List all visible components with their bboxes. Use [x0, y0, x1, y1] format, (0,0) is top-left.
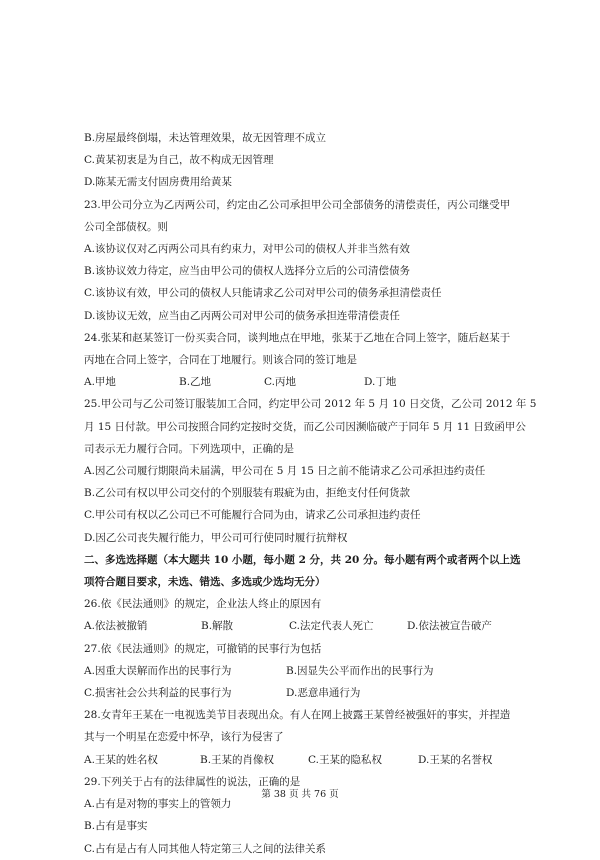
- q24-option-d: D.丁地: [364, 376, 397, 389]
- q23-stem-line-1: 23.甲公司分立为乙丙两公司，约定由乙公司承担甲公司全部债务的清偿责任，丙公司继受甲: [84, 198, 511, 211]
- q27-option-b: B.因显失公平而作出的民事行为: [286, 664, 434, 677]
- q28-option-b: B.王某的肖像权: [200, 753, 275, 766]
- q23-stem-line-2: 公司全部债权。则: [84, 220, 168, 233]
- q25-stem-line-2: 月 15 日付款。甲公司按照合同约定按时交货，而乙公司因濒临破产于同年 5 月 11 日致函甲公: [84, 420, 526, 433]
- q25-option-d: D.因乙公司丧失履行能力，甲公司可行使同时履行抗辩权: [84, 531, 348, 544]
- q22-option-d: D.陈某无需支付固房费用给黄某: [84, 176, 232, 189]
- q28-options: [84, 749, 524, 771]
- q28-stem-line-1: 28.女青年王某在一电视选美节目表现出众。有人在网上披露王某曾经被强奸的事实，并捏造: [84, 709, 511, 722]
- page-number-footer: 第 38 页 共 76 页: [261, 789, 339, 800]
- q27-stem: 27.依《民法通则》的规定，可撤销的民事行为包括: [84, 642, 322, 655]
- q27-option-a: A.因重大误解而作出的民事行为: [84, 664, 232, 677]
- q25-stem-line-1: 25.甲公司与乙公司签订服装加工合同，约定甲公司 2012 年 5 月 10 日交货，乙公司 2012 年 5: [84, 398, 537, 411]
- q29-option-a: A.占有是对物的事实上的管领力: [84, 798, 232, 811]
- q23-option-b: B.该协议效力待定，应当由甲公司的债权人选择分立后的公司清偿债务: [84, 265, 411, 278]
- q28-option-a: A.王某的姓名权: [84, 753, 158, 766]
- q26-options: [84, 615, 524, 637]
- q27-option-d: D.恶意串通行为: [286, 687, 361, 700]
- q27-option-c: C.损害社会公共利益的民事行为: [84, 687, 232, 700]
- q27-options-row-2: [84, 682, 524, 704]
- q26-option-a: A.依法被撤销: [84, 620, 148, 633]
- q26-option-c: C.法定代表人死亡: [289, 620, 374, 633]
- q22-option-b: B.房屋最终倒塌，未达管理效果，故无因管理不成立: [84, 132, 327, 144]
- q25-option-c: C.甲公司有权以乙公司已不可能履行合同为由，请求乙公司承担违约责任: [84, 509, 421, 522]
- q24-options: [84, 371, 524, 393]
- q28-stem-line-2: 其与一个明星在恋爱中怀孕，该行为侵害了: [84, 731, 284, 744]
- q26-stem: 26.依《民法通则》的规定，企业法人终止的原因有: [84, 598, 322, 611]
- q22-option-c: C.黄某初衷是为自己，故不构成无因管理: [84, 154, 274, 167]
- q24-option-c: C.丙地: [264, 376, 296, 389]
- q29-option-c: C.占有是占有人同其他人特定第三人之间的法律关系: [84, 842, 326, 855]
- q23-option-d: D.该协议无效，应当由乙丙两公司对甲公司的债务承担连带清偿责任: [84, 309, 400, 322]
- section-heading-line-2: 项符合题目要求，未选、错选、多选或少选均无分）: [84, 576, 326, 589]
- q24-stem-line-2: 丙地在合同上签字，合同在丁地履行。则该合同的签订地是: [84, 354, 357, 367]
- section-heading-line-1: 二、多选选择题（本大题共 10 小题，每小题 2 分，共 20 分。每小题有两个或者两个以上选: [84, 553, 521, 566]
- q26-option-d: D.依法被宣告破产: [407, 620, 492, 633]
- q27-options-row-1: [84, 660, 524, 682]
- q29-option-b: B.占有是事实: [84, 820, 148, 833]
- q29-stem: 29.下列关于占有的法律属性的说法，正确的是: [84, 775, 301, 788]
- q24-option-a: A.甲地: [84, 376, 116, 389]
- q25-stem-line-3: 司表示无力履行合同。下列选项中，正确的是: [84, 442, 294, 455]
- q25-option-a: A.因乙公司履行期限尚未届满，甲公司在 5 月 15 日之前不能请求乙公司承担违约责任: [84, 465, 486, 478]
- q23-option-a: A.该协议仅对乙丙两公司具有约束力，对甲公司的债权人并非当然有效: [84, 243, 410, 256]
- q23-option-c: C.该协议有效，甲公司的债权人只能请求乙公司对甲公司的债务承担清偿责任: [84, 287, 442, 300]
- q28-option-d: D.王某的名誉权: [418, 753, 493, 766]
- q26-option-b: B.解散: [201, 620, 234, 633]
- q28-option-c: C.王某的隐私权: [308, 753, 382, 766]
- page-content: [84, 127, 537, 860]
- q24-option-b: B.乙地: [179, 376, 212, 389]
- q25-option-b: B.乙公司有权以甲公司交付的个别服装有瑕疵为由，拒绝支付任何货款: [84, 487, 411, 500]
- q24-stem-line-1: 24.张某和赵某签订一份买卖合同，谈判地点在甲地，张某于乙地在合同上签字，随后赵某于: [84, 331, 511, 344]
